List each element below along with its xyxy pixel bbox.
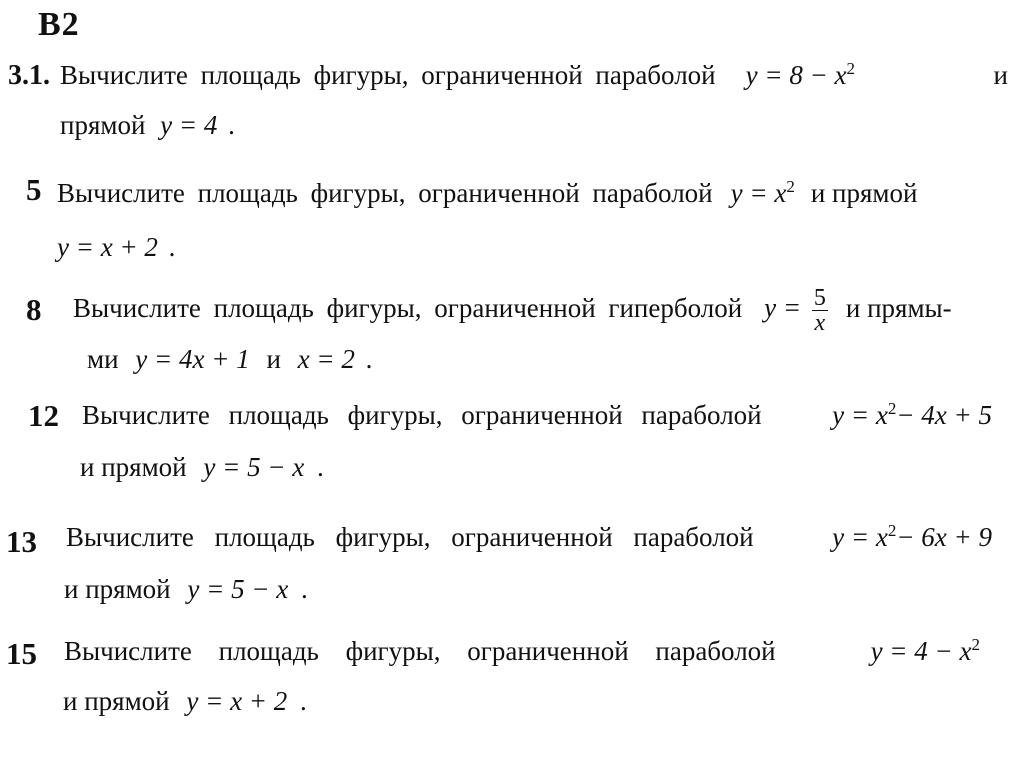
problem-15	[0, 630, 1024, 740]
fraction: $\frac{5}{x}$	[813, 285, 826, 336]
problem-number: 15	[6, 636, 37, 671]
line2-text: прямой	[60, 110, 146, 140]
problem-number: 8	[26, 292, 42, 327]
period: .	[228, 110, 235, 140]
formula: $y = x^2$	[730, 177, 795, 208]
problem-number: 12	[28, 398, 59, 433]
problem-8	[0, 280, 1024, 390]
line2-formula: y = 4x + 1	[135, 344, 250, 374]
problem-text: Вычислите площадь фигуры, ограниченной параболой	[82, 400, 762, 430]
line2-text: и прямой	[80, 452, 187, 482]
connector-text: и	[993, 60, 1008, 90]
formula: $y = 8 - x^2$	[745, 59, 856, 90]
problem-text: Вычислите площадь фигуры, ограниченной параболой	[57, 178, 713, 208]
period: .	[365, 344, 373, 374]
formula: $y = x^2- 4x + 5$	[832, 399, 992, 430]
line2-text: и прямой	[64, 574, 171, 604]
line2-formula: y = 4	[160, 110, 218, 140]
period: .	[168, 232, 176, 262]
problem-13	[0, 518, 1024, 628]
formula: y = $\frac{5}{x}$	[764, 285, 826, 336]
line2-formula-2: x = 2	[297, 344, 355, 374]
problem-text: Вычислите площадь фигуры, ограниченной гиперболой	[73, 292, 743, 323]
line2-formula: y = x + 2	[57, 232, 158, 262]
line2-formula: y = x + 2	[186, 686, 288, 716]
line2-text: ми	[87, 344, 119, 374]
line2-text: и прямой	[63, 686, 170, 716]
line2-formula: y = 5 − x	[187, 574, 289, 604]
problem-number: 13	[6, 524, 37, 559]
problem-text: Вычислите площадь фигуры, ограниченной параболой	[64, 636, 776, 666]
connector-text: и прямой	[810, 178, 918, 208]
problem-text: Вычислите площадь фигуры, ограниченной параболой	[60, 60, 716, 90]
line2-formula: y = 5 − x	[203, 452, 305, 482]
formula: $y = 4 - x^2$	[870, 635, 980, 666]
period: .	[317, 452, 324, 482]
line2-mid-text: и	[266, 344, 281, 374]
period: .	[300, 686, 307, 716]
page-title: В2	[38, 6, 80, 43]
period: .	[301, 574, 308, 604]
problem-3-1	[0, 54, 1024, 164]
formula: $y = x^2- 6x + 9$	[832, 521, 992, 552]
problem-number: 5	[26, 172, 42, 207]
connector-text: и прямы-	[845, 292, 952, 323]
problem-5	[0, 170, 1024, 280]
problem-number: 3.1.	[8, 60, 50, 91]
problem-text: Вычислите площадь фигуры, ограниченной параболой	[66, 522, 754, 552]
problem-12	[0, 396, 1024, 506]
